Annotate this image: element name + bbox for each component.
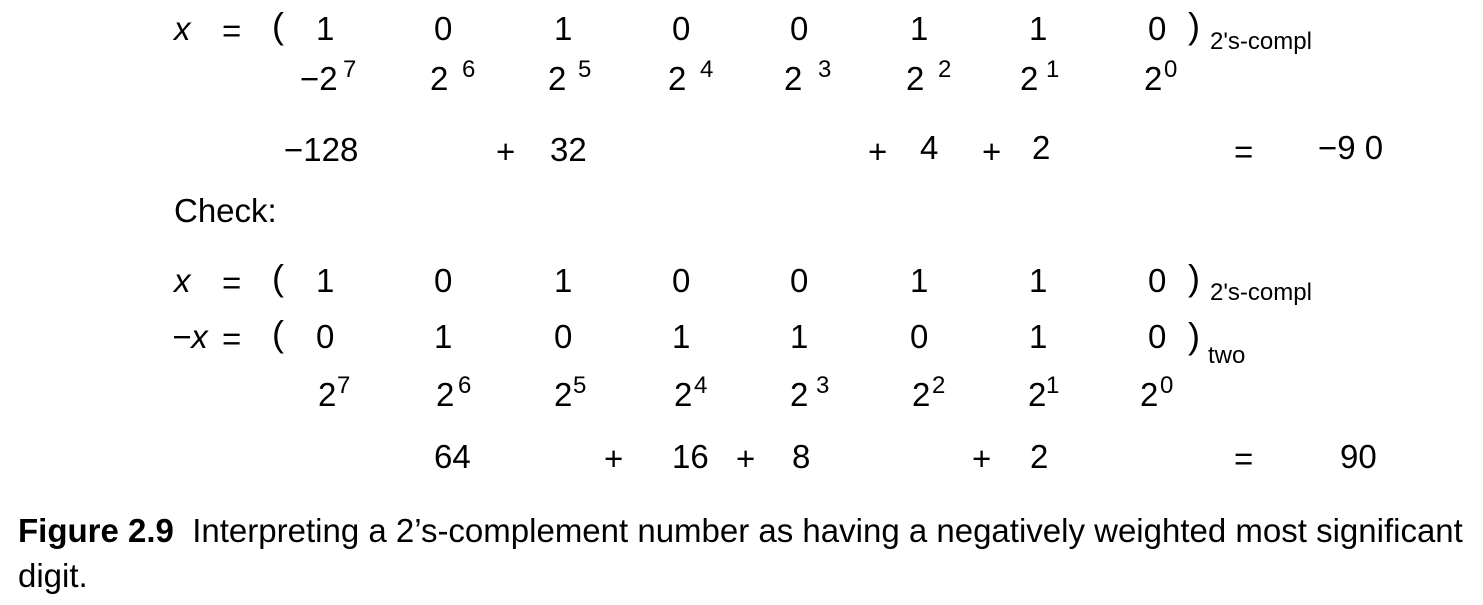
close-paren: ) bbox=[1188, 315, 1200, 356]
bit-1: 1 bbox=[1029, 10, 1048, 47]
bit-7: 1 bbox=[316, 10, 335, 47]
bit-7: 0 bbox=[316, 318, 335, 355]
term-4: 4 bbox=[920, 129, 939, 166]
bit-1: 1 bbox=[1029, 262, 1048, 299]
figure-caption bbox=[18, 508, 1478, 598]
bit-5: 0 bbox=[554, 318, 573, 355]
weight-exp-6: 6 bbox=[458, 372, 472, 399]
plus-sign: + bbox=[972, 440, 992, 477]
figure-label: Figure 2.9 bbox=[18, 512, 174, 549]
weight-base-0: 2 bbox=[1140, 376, 1159, 413]
bit-2: 1 bbox=[910, 10, 929, 47]
equals-sign: = bbox=[1234, 440, 1254, 477]
weight-base-4: 2 bbox=[674, 376, 693, 413]
weight-exp-2: 2 bbox=[938, 56, 952, 83]
radix-subscript: two bbox=[1208, 342, 1246, 369]
bit-6: 1 bbox=[434, 318, 453, 355]
variable-x: x bbox=[174, 10, 191, 47]
term-8: 8 bbox=[792, 438, 811, 475]
bit-5: 1 bbox=[554, 262, 573, 299]
term-neg-128: −128 bbox=[284, 131, 359, 168]
bit-0: 0 bbox=[1148, 318, 1167, 355]
bit-6: 0 bbox=[434, 262, 453, 299]
bit-0: 0 bbox=[1148, 262, 1167, 299]
bit-0: 0 bbox=[1148, 10, 1167, 47]
weight-base-1: 2 bbox=[1020, 60, 1039, 97]
weight-base-2: 2 bbox=[912, 376, 931, 413]
weight-exp-7: 7 bbox=[337, 372, 351, 399]
open-paren: ( bbox=[272, 257, 284, 298]
variable-neg-x: −x bbox=[172, 318, 208, 355]
weight-base-7: 2 bbox=[318, 376, 337, 413]
weight-exp-0: 0 bbox=[1164, 56, 1178, 83]
open-paren: ( bbox=[272, 313, 284, 354]
weight-exp-5: 5 bbox=[573, 372, 587, 399]
weight-base-5: 2 bbox=[554, 376, 573, 413]
caption-text: Interpreting a 2’s-complement number as having a negatively weighted most significant digit. bbox=[18, 512, 1463, 594]
weight-exp-6: 6 bbox=[462, 56, 476, 83]
result-value: −9 0 bbox=[1318, 129, 1384, 166]
bit-6: 0 bbox=[434, 10, 453, 47]
weight-base-4: 2 bbox=[668, 60, 687, 97]
weight-exp-0: 0 bbox=[1160, 372, 1174, 399]
weight-base-2: 2 bbox=[906, 60, 925, 97]
radix-subscript: 2's-compl bbox=[1210, 28, 1312, 55]
plus-sign: + bbox=[868, 133, 888, 170]
weight-exp-3: 3 bbox=[818, 56, 832, 83]
equals-sign: = bbox=[222, 320, 242, 357]
weight-exp-4: 4 bbox=[694, 372, 708, 399]
weight-base-msb: −2 bbox=[300, 60, 338, 97]
bit-4: 0 bbox=[672, 262, 691, 299]
weight-base-0: 2 bbox=[1144, 60, 1163, 97]
weight-base-3: 2 bbox=[790, 376, 809, 413]
weight-exp-4: 4 bbox=[700, 56, 714, 83]
weight-exp-3: 3 bbox=[816, 372, 830, 399]
equals-sign: = bbox=[1234, 133, 1254, 170]
weight-base-1: 2 bbox=[1028, 376, 1047, 413]
radix-subscript: 2's-compl bbox=[1210, 279, 1312, 306]
variable-x: x bbox=[174, 262, 191, 299]
weight-base-6: 2 bbox=[436, 376, 455, 413]
weight-base-5: 2 bbox=[548, 60, 567, 97]
close-paren: ) bbox=[1188, 5, 1200, 46]
bit-3: 0 bbox=[790, 262, 809, 299]
bit-3: 0 bbox=[790, 10, 809, 47]
plus-sign: + bbox=[604, 440, 624, 477]
term-64: 64 bbox=[434, 438, 471, 475]
term-32: 32 bbox=[550, 131, 587, 168]
open-paren: ( bbox=[272, 5, 284, 46]
weight-base-6: 2 bbox=[430, 60, 449, 97]
weight-base-3: 2 bbox=[784, 60, 803, 97]
bit-1: 1 bbox=[1029, 318, 1048, 355]
plus-sign: + bbox=[982, 133, 1002, 170]
bit-3: 1 bbox=[790, 318, 809, 355]
plus-sign: + bbox=[736, 440, 756, 477]
equals-sign: = bbox=[222, 12, 242, 49]
bit-7: 1 bbox=[316, 262, 335, 299]
term-2: 2 bbox=[1032, 129, 1051, 166]
term-16: 16 bbox=[672, 438, 709, 475]
weight-exp-5: 5 bbox=[578, 56, 592, 83]
check-label: Check: bbox=[174, 192, 277, 229]
close-paren: ) bbox=[1188, 257, 1200, 298]
plus-sign: + bbox=[496, 133, 516, 170]
term-2: 2 bbox=[1030, 438, 1049, 475]
bit-4: 0 bbox=[672, 10, 691, 47]
weight-exp-msb: 7 bbox=[343, 56, 357, 83]
equals-sign: = bbox=[222, 264, 242, 301]
weight-exp-1: 1 bbox=[1046, 372, 1060, 399]
result-value: 90 bbox=[1340, 438, 1377, 475]
bit-2: 0 bbox=[910, 318, 929, 355]
weight-exp-2: 2 bbox=[932, 372, 946, 399]
bit-2: 1 bbox=[910, 262, 929, 299]
bit-5: 1 bbox=[554, 10, 573, 47]
bit-4: 1 bbox=[672, 318, 691, 355]
weight-exp-1: 1 bbox=[1046, 56, 1060, 83]
